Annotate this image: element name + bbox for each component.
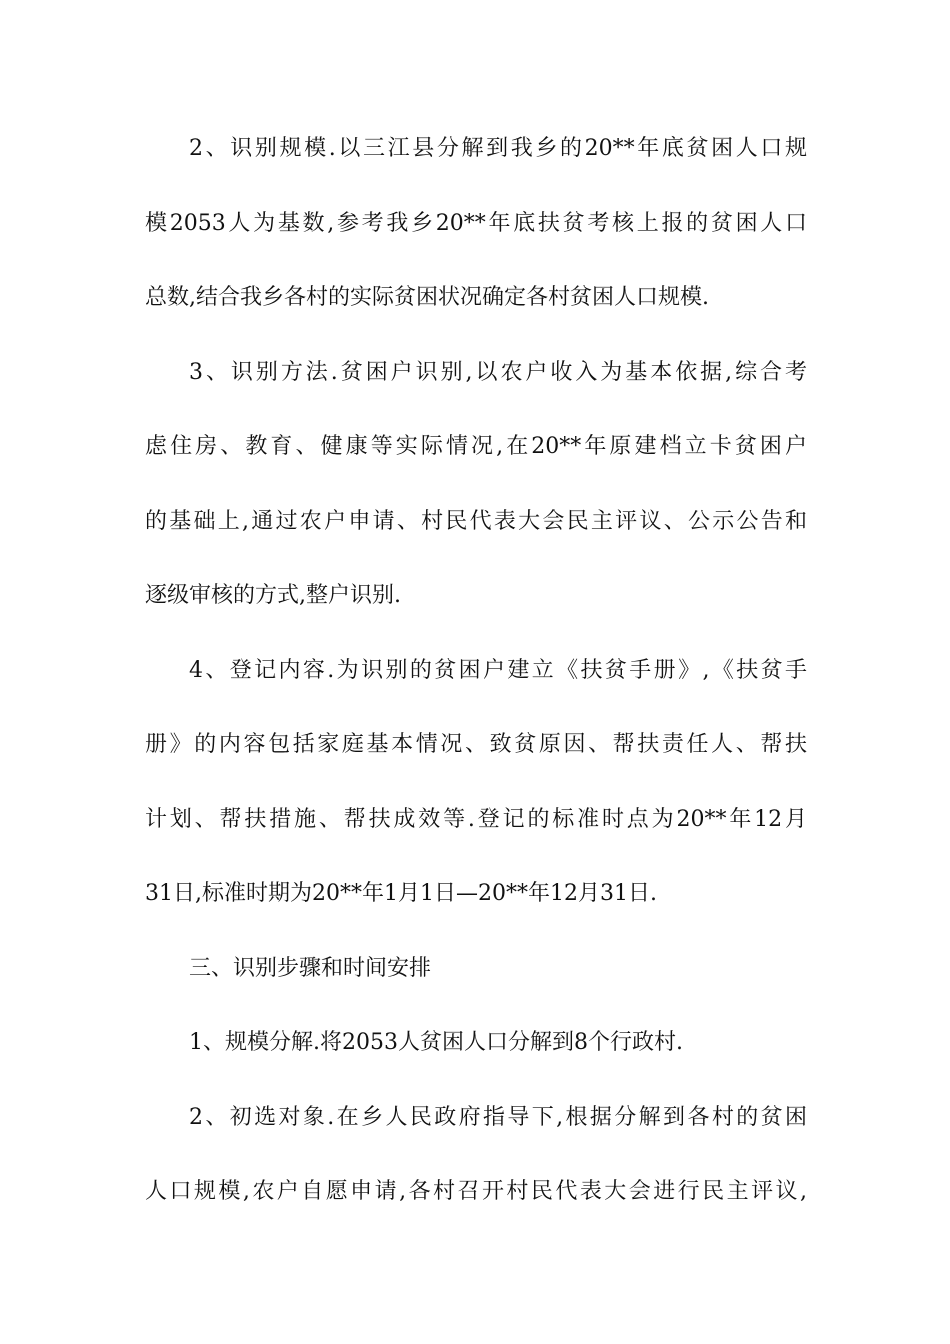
paragraph-line: 册》的内容包括家庭基本情况、致贫原因、帮扶责任人、帮扶 xyxy=(145,732,807,757)
paragraph-line: 3、识别方法.贫困户识别,以农户收入为基本依据,综合考 xyxy=(189,359,807,385)
paragraph-line: 2、初选对象.在乡人民政府指导下,根据分解到各村的贫困 xyxy=(189,1104,807,1130)
section-heading: 三、识别步骤和时间安排 xyxy=(189,955,432,981)
paragraph-line: 逐级审核的方式,整户识别. xyxy=(145,583,401,608)
paragraph-line: 2、识别规模.以三江县分解到我乡的20**年底贫困人口规 xyxy=(189,136,807,161)
paragraph-line: 模2053人为基数,参考我乡20**年底扶贫考核上报的贫困人口 xyxy=(145,210,807,236)
paragraph-line: 4、登记内容.为识别的贫困户建立《扶贫手册》,《扶贫手 xyxy=(189,657,807,683)
paragraph-line: 计划、帮扶措施、帮扶成效等.登记的标准时点为20**年12月 xyxy=(145,806,807,832)
paragraph-line: 1、规模分解.将2053人贫困人口分解到8个行政村. xyxy=(189,1030,683,1055)
paragraph-line: 的基础上,通过农户申请、村民代表大会民主评议、公示公告和 xyxy=(145,508,807,534)
paragraph-line: 31日,标准时期为20**年1月1日—20**年12月31日. xyxy=(145,881,657,906)
document-body xyxy=(145,131,807,1249)
paragraph-line: 虑住房、教育、健康等实际情况,在20**年原建档立卡贫困户 xyxy=(145,434,807,459)
paragraph-line: 总数,结合我乡各村的实际贫困状况确定各村贫困人口规模. xyxy=(145,285,709,310)
paragraph-line: 人口规模,农户自愿申请,各村召开村民代表大会进行民主评议, xyxy=(145,1179,807,1204)
